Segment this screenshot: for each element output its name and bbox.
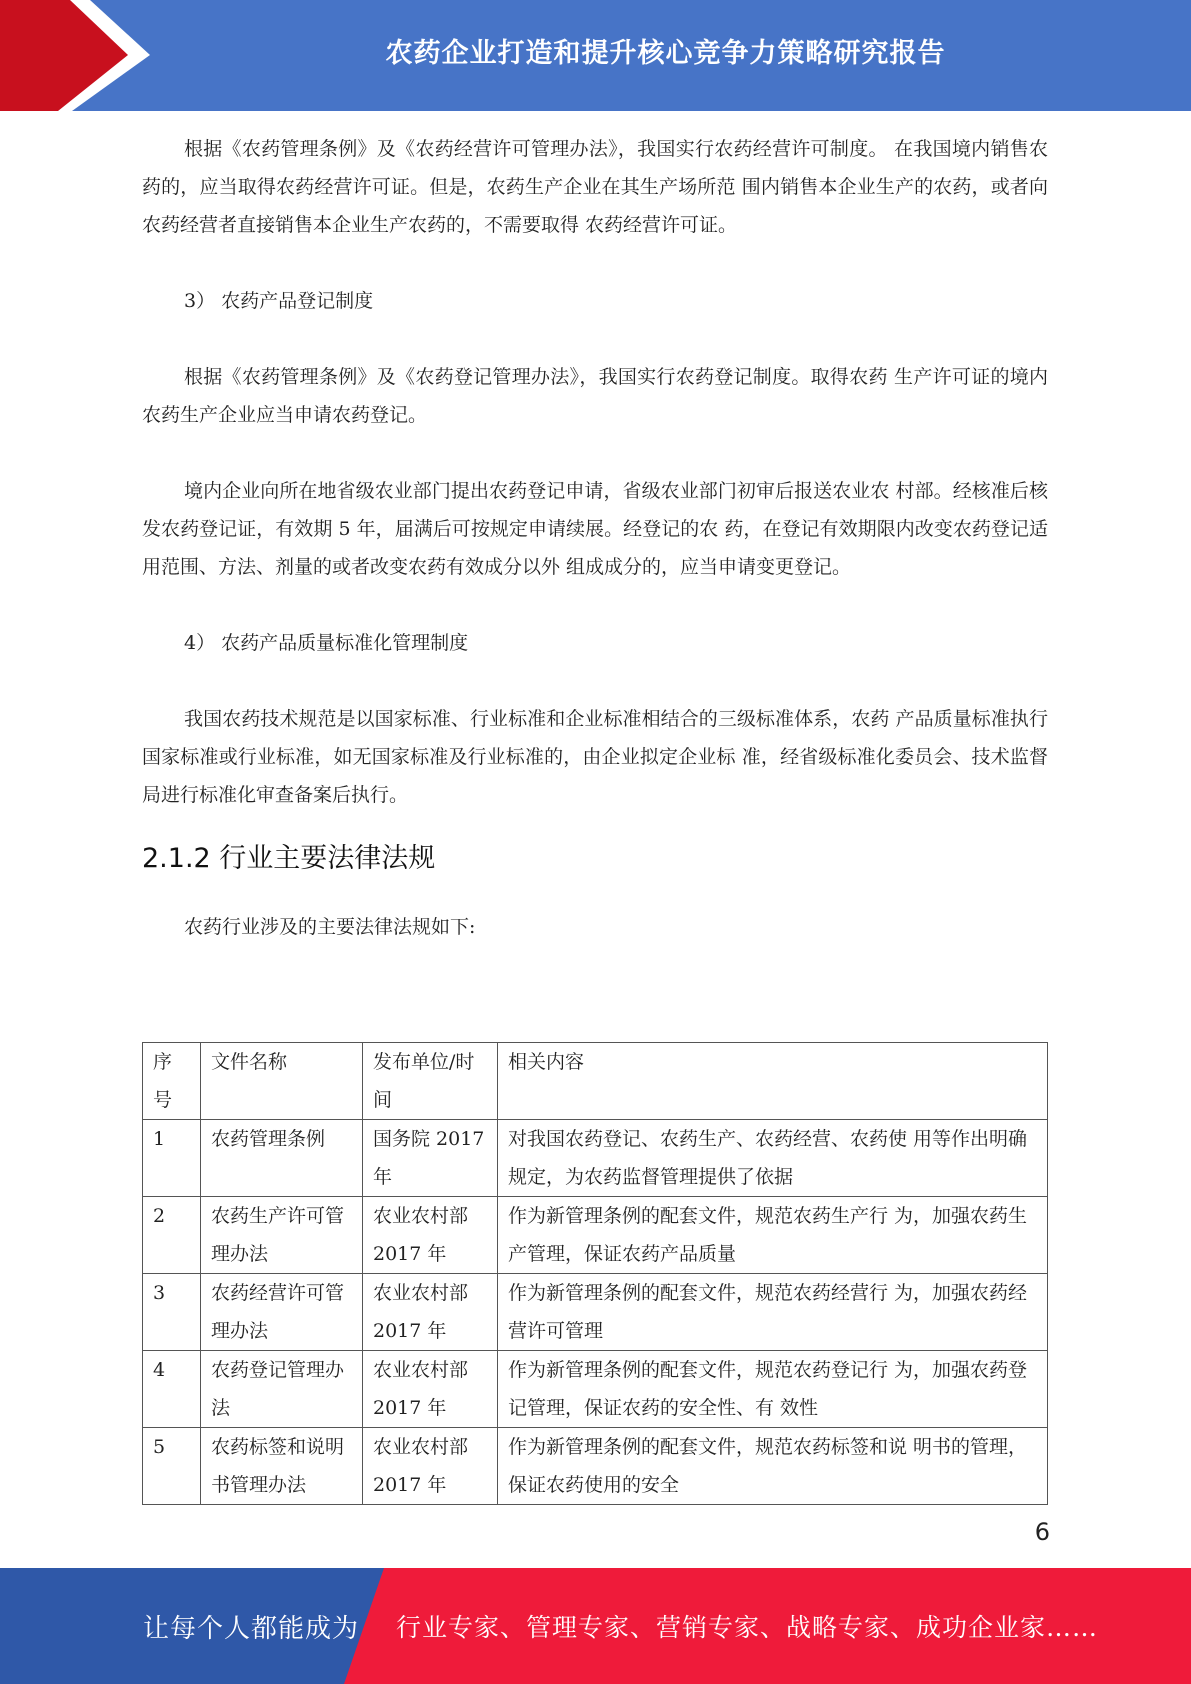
cell-index: 1 <box>143 1120 201 1197</box>
cell-name: 农药管理条例 <box>201 1120 363 1197</box>
page-number: 6 <box>1034 1518 1050 1546</box>
cell-index: 5 <box>143 1428 201 1505</box>
header-cell-index: 序号 <box>143 1043 201 1120</box>
cell-content: 作为新管理条例的配套文件，规范农药经营行 为，加强农药经营许可管理 <box>498 1274 1048 1351</box>
cell-issuer: 农业农村部 2017 年 <box>363 1197 498 1274</box>
cell-index: 2 <box>143 1197 201 1274</box>
list-item-quality-standard: 4） 农药产品质量标准化管理制度 <box>184 632 469 654</box>
report-title: 农药企业打造和提升核心竞争力策略研究报告 <box>385 37 946 69</box>
footer-slogan-right: 行业专家、管理专家、营销专家、战略专家、成功企业家…… <box>396 1613 1099 1642</box>
paragraph-table-intro: 农药行业涉及的主要法律法规如下: <box>184 916 476 938</box>
table-row <box>143 1274 1048 1351</box>
table-row <box>143 1351 1048 1428</box>
cell-name: 农药标签和说明书管理办法 <box>201 1428 363 1505</box>
cell-name: 农药登记管理办法 <box>201 1351 363 1428</box>
table-row <box>143 1197 1048 1274</box>
section-heading: 2.1.2 行业主要法律法规 <box>142 843 436 874</box>
header-cell-issuer: 发布单位/时间 <box>363 1043 498 1120</box>
cell-issuer: 农业农村部 2017 年 <box>363 1428 498 1505</box>
paragraph-registration: 根据《农药管理条例》及《农药登记管理办法》，我国实行农药登记制度。取得农药 生产许可证的境内农药生产企业应当申请农药登记。 <box>142 366 1048 426</box>
page-footer <box>0 1568 1191 1684</box>
page-header <box>0 0 1191 111</box>
cell-index: 3 <box>143 1274 201 1351</box>
header-cell-content: 相关内容 <box>498 1043 1048 1120</box>
cell-name: 农药经营许可管理办法 <box>201 1274 363 1351</box>
cell-issuer: 农业农村部 2017 年 <box>363 1351 498 1428</box>
cell-content: 作为新管理条例的配套文件，规范农药生产行 为，加强农药生产管理，保证农药产品质量 <box>498 1197 1048 1274</box>
cell-content: 作为新管理条例的配套文件，规范农药登记行 为，加强农药登记管理，保证农药的安全性、有 效性 <box>498 1351 1048 1428</box>
document-body <box>142 130 1048 946</box>
paragraph-license: 根据《农药管理条例》及《农药经营许可管理办法》，我国实行农药经营许可制度。 在我国境内销售农药的，应当取得农药经营许可证。但是，农药生产企业在其生产场所范 围内销售本企业生产的农药，或者向农药经营者直接销售本企业生产农药的，不需要取得 农药经营许可证。 <box>142 138 1048 236</box>
paragraph-registration-process: 境内企业向所在地省级农业部门提出农药登记申请，省级农业部门初审后报送农业农 村部。经核准后核发农药登记证，有效期 5 年，届满后可按规定申请续展。经登记的农 药，在登记有效期限内改变农药登记适用范围、方法、剂量的或者改变农药有效成分以外 组成成分的，应当申请变更登记。 <box>142 480 1048 578</box>
list-item-registration-system: 3） 农药产品登记制度 <box>184 290 374 312</box>
regulations-table <box>142 1042 1048 1505</box>
cell-issuer: 农业农村部 2017 年 <box>363 1274 498 1351</box>
paragraph-standards: 我国农药技术规范是以国家标准、行业标准和企业标准相结合的三级标准体系，农药 产品质量标准执行国家标准或行业标准，如无国家标准及行业标准的，由企业拟定企业标 准，经省级标准化委员会、技术监督局进行标准化审查备案后执行。 <box>142 708 1048 806</box>
header-cell-name: 文件名称 <box>201 1043 363 1120</box>
cell-name: 农药生产许可管理办法 <box>201 1197 363 1274</box>
footer-slogan-left: 让每个人都能成为 <box>143 1613 360 1644</box>
table-header-row <box>143 1043 1048 1120</box>
cell-index: 4 <box>143 1351 201 1428</box>
cell-content: 对我国农药登记、农药生产、农药经营、农药使 用等作出明确规定，为农药监督管理提供了依据 <box>498 1120 1048 1197</box>
table-row <box>143 1120 1048 1197</box>
cell-issuer: 国务院 2017 年 <box>363 1120 498 1197</box>
cell-content: 作为新管理条例的配套文件，规范农药标签和说 明书的管理，保证农药使用的安全 <box>498 1428 1048 1505</box>
table-row <box>143 1428 1048 1505</box>
